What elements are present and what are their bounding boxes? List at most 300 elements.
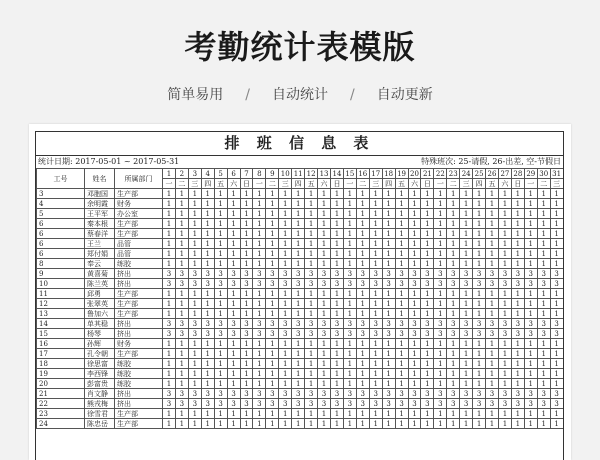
shift-cell: 1	[408, 249, 421, 259]
shift-cell: 1	[434, 249, 447, 259]
shift-cell: 1	[473, 209, 486, 219]
employee-id: 4	[37, 199, 85, 209]
shift-cell: 1	[550, 379, 563, 389]
shift-cell: 1	[188, 239, 201, 249]
employee-name: 孔令朝	[85, 349, 115, 359]
shift-cell: 1	[486, 309, 499, 319]
shift-cell: 3	[537, 279, 550, 289]
employee-dept: 生产部	[115, 289, 163, 299]
shift-cell: 3	[279, 269, 292, 279]
shift-cell: 3	[318, 329, 331, 339]
shift-cell: 1	[550, 189, 563, 199]
shift-cell: 1	[343, 199, 356, 209]
shift-cell: 1	[395, 309, 408, 319]
shift-cell: 1	[343, 289, 356, 299]
employee-row	[37, 389, 564, 399]
employee-name: 张翠英	[85, 299, 115, 309]
shift-cell: 3	[266, 319, 279, 329]
shift-cell: 1	[382, 209, 395, 219]
shift-cell: 1	[305, 249, 318, 259]
shift-cell: 3	[486, 329, 499, 339]
shift-cell: 1	[343, 349, 356, 359]
shift-cell: 3	[498, 399, 511, 409]
shift-cell: 1	[498, 419, 511, 429]
shift-cell: 1	[175, 259, 188, 269]
shift-cell: 1	[511, 249, 524, 259]
shift-cell: 1	[266, 369, 279, 379]
shift-cell: 1	[447, 249, 460, 259]
shift-cell: 3	[421, 399, 434, 409]
shift-cell: 1	[408, 289, 421, 299]
employee-row	[37, 309, 564, 319]
shift-cell: 1	[550, 299, 563, 309]
employee-row	[37, 219, 564, 229]
shift-cell: 3	[227, 269, 240, 279]
employee-row	[37, 239, 564, 249]
shift-cell: 1	[253, 409, 266, 419]
shift-cell: 3	[550, 279, 563, 289]
shift-cell: 3	[330, 279, 343, 289]
shift-cell: 1	[434, 259, 447, 269]
shift-cell: 1	[201, 419, 214, 429]
shift-cell: 1	[214, 229, 227, 239]
shift-cell: 1	[279, 369, 292, 379]
shift-cell: 1	[473, 219, 486, 229]
shift-cell: 3	[524, 399, 537, 409]
shift-cell: 1	[175, 209, 188, 219]
shift-cell: 1	[343, 339, 356, 349]
employee-row	[37, 279, 564, 289]
shift-cell: 3	[486, 279, 499, 289]
shift-cell: 1	[550, 359, 563, 369]
shift-cell: 3	[537, 329, 550, 339]
shift-cell: 1	[486, 249, 499, 259]
shift-cell: 1	[395, 189, 408, 199]
shift-cell: 1	[201, 199, 214, 209]
shift-cell: 3	[537, 269, 550, 279]
shift-cell: 1	[201, 309, 214, 319]
shift-cell: 1	[214, 209, 227, 219]
employee-name: 陈忠岳	[85, 419, 115, 429]
shift-cell: 1	[266, 229, 279, 239]
shift-cell: 1	[369, 419, 382, 429]
shift-cell: 1	[524, 349, 537, 359]
employee-row	[37, 199, 564, 209]
shift-cell: 1	[279, 189, 292, 199]
shift-cell: 1	[253, 209, 266, 219]
shift-cell: 1	[240, 199, 253, 209]
weekday-header: 三	[369, 179, 382, 189]
shift-cell: 1	[214, 379, 227, 389]
weekday-header: 二	[447, 179, 460, 189]
shift-cell: 1	[550, 339, 563, 349]
shift-cell: 3	[473, 399, 486, 409]
shift-cell: 1	[163, 419, 176, 429]
shift-cell: 1	[524, 229, 537, 239]
shift-cell: 1	[330, 229, 343, 239]
shift-cell: 1	[253, 299, 266, 309]
shift-cell: 1	[163, 359, 176, 369]
employee-row	[37, 409, 564, 419]
shift-cell: 1	[227, 289, 240, 299]
shift-cell: 1	[163, 209, 176, 219]
shift-cell: 3	[253, 329, 266, 339]
shift-cell: 1	[537, 249, 550, 259]
shift-cell: 1	[447, 359, 460, 369]
shift-cell: 1	[434, 309, 447, 319]
shift-cell: 3	[240, 269, 253, 279]
shift-cell: 3	[550, 269, 563, 279]
shift-cell: 1	[421, 259, 434, 269]
shift-cell: 1	[498, 199, 511, 209]
shift-cell: 1	[511, 349, 524, 359]
shift-cell: 1	[188, 369, 201, 379]
shift-cell: 1	[434, 289, 447, 299]
shift-cell: 3	[343, 279, 356, 289]
shift-cell: 1	[305, 259, 318, 269]
shift-cell: 3	[240, 319, 253, 329]
shift-cell: 1	[537, 309, 550, 319]
employee-id: 10	[37, 279, 85, 289]
shift-cell: 1	[486, 209, 499, 219]
shift-cell: 3	[292, 279, 305, 289]
shift-cell: 3	[537, 389, 550, 399]
shift-cell: 3	[460, 389, 473, 399]
shift-cell: 1	[486, 369, 499, 379]
shift-cell: 1	[305, 409, 318, 419]
shift-cell: 1	[524, 379, 537, 389]
employee-dept: 财务	[115, 339, 163, 349]
employee-name: 彭富贵	[85, 379, 115, 389]
shift-cell: 3	[330, 319, 343, 329]
shift-cell: 3	[473, 319, 486, 329]
day-header: 10	[280, 169, 290, 178]
shift-cell: 1	[279, 199, 292, 209]
shift-cell: 1	[175, 419, 188, 429]
employee-row	[37, 209, 564, 219]
shift-cell: 1	[395, 259, 408, 269]
shift-cell: 1	[305, 349, 318, 359]
shift-cell: 1	[369, 409, 382, 419]
shift-cell: 1	[421, 189, 434, 199]
employee-id: 6	[37, 249, 85, 259]
shift-cell: 3	[305, 399, 318, 409]
shift-cell: 1	[343, 419, 356, 429]
shift-cell: 3	[175, 319, 188, 329]
day-header: 26	[487, 169, 497, 178]
shift-cell: 1	[279, 299, 292, 309]
shift-cell: 3	[473, 389, 486, 399]
shift-cell: 1	[447, 339, 460, 349]
shift-cell: 1	[253, 239, 266, 249]
employee-dept: 挤出	[115, 399, 163, 409]
shift-cell: 1	[382, 369, 395, 379]
shift-cell: 1	[343, 259, 356, 269]
shift-cell: 1	[524, 369, 537, 379]
shift-cell: 1	[369, 339, 382, 349]
shift-cell: 1	[343, 299, 356, 309]
shift-cell: 3	[318, 269, 331, 279]
shift-cell: 1	[356, 239, 369, 249]
shift-cell: 1	[356, 419, 369, 429]
shift-cell: 1	[460, 219, 473, 229]
employee-name: 鲁加六	[85, 309, 115, 319]
shift-cell: 1	[318, 189, 331, 199]
shift-cell: 1	[266, 379, 279, 389]
header-name: 姓名	[85, 169, 115, 189]
employee-dept: 生产部	[115, 299, 163, 309]
shift-cell: 1	[524, 239, 537, 249]
shift-cell: 1	[537, 349, 550, 359]
day-header: 28	[513, 169, 523, 178]
shift-cell: 1	[356, 369, 369, 379]
employee-name: 秦本根	[85, 219, 115, 229]
employee-id: 13	[37, 309, 85, 319]
employee-row	[37, 229, 564, 239]
shift-cell: 1	[460, 409, 473, 419]
shift-cell: 1	[188, 259, 201, 269]
shift-cell: 1	[511, 219, 524, 229]
shift-cell: 1	[201, 289, 214, 299]
shift-cell: 1	[550, 309, 563, 319]
shift-cell: 1	[292, 219, 305, 229]
shift-cell: 1	[188, 229, 201, 239]
shift-cell: 1	[460, 419, 473, 429]
shift-cell: 1	[447, 219, 460, 229]
shift-cell: 1	[163, 189, 176, 199]
shift-cell: 1	[421, 289, 434, 299]
shift-cell: 1	[447, 409, 460, 419]
shift-cell: 1	[188, 349, 201, 359]
shift-cell: 1	[343, 359, 356, 369]
employee-row	[37, 369, 564, 379]
shift-cell: 1	[201, 369, 214, 379]
shift-cell: 1	[163, 349, 176, 359]
shift-cell: 1	[498, 369, 511, 379]
shift-cell: 1	[240, 229, 253, 239]
shift-cell: 3	[163, 389, 176, 399]
shift-cell: 1	[214, 259, 227, 269]
shift-cell: 3	[460, 319, 473, 329]
employee-row	[37, 319, 564, 329]
shift-cell: 1	[175, 239, 188, 249]
shift-cell: 1	[292, 189, 305, 199]
shift-cell: 1	[421, 229, 434, 239]
shift-cell: 1	[447, 239, 460, 249]
employee-dept: 挤出	[115, 279, 163, 289]
employee-id: 3	[37, 189, 85, 199]
shift-cell: 3	[188, 279, 201, 289]
shift-cell: 3	[266, 329, 279, 339]
shift-cell: 3	[447, 399, 460, 409]
shift-cell: 3	[511, 269, 524, 279]
shift-cell: 3	[486, 399, 499, 409]
employee-name: 邱勇	[85, 289, 115, 299]
shift-cell: 1	[279, 229, 292, 239]
shift-cell: 1	[473, 379, 486, 389]
shift-cell: 1	[305, 239, 318, 249]
employee-dept: 品管	[115, 249, 163, 259]
shift-cell: 1	[163, 239, 176, 249]
shift-cell: 3	[318, 319, 331, 329]
shift-cell: 1	[318, 359, 331, 369]
weekday-header: 日	[240, 179, 253, 189]
shift-cell: 1	[473, 199, 486, 209]
shift-cell: 1	[382, 259, 395, 269]
employee-dept: 练胶	[115, 359, 163, 369]
shift-cell: 3	[227, 329, 240, 339]
shift-cell: 1	[395, 219, 408, 229]
shift-cell: 1	[473, 299, 486, 309]
employee-row	[37, 349, 564, 359]
employee-name: 熊戎梅	[85, 399, 115, 409]
shift-cell: 1	[434, 219, 447, 229]
shift-cell: 1	[511, 359, 524, 369]
shift-cell: 3	[279, 329, 292, 339]
shift-cell: 1	[356, 229, 369, 239]
shift-cell: 1	[305, 289, 318, 299]
shift-cell: 1	[227, 309, 240, 319]
shift-cell: 3	[227, 399, 240, 409]
employee-row	[37, 339, 564, 349]
day-header: 7	[240, 169, 253, 179]
shift-cell: 1	[163, 289, 176, 299]
weekday-header: 五	[214, 179, 227, 189]
shift-cell: 1	[356, 199, 369, 209]
shift-cell: 1	[343, 379, 356, 389]
weekday-header: 一	[434, 179, 447, 189]
shift-cell: 1	[447, 349, 460, 359]
shift-cell: 1	[305, 219, 318, 229]
shift-cell: 1	[175, 409, 188, 419]
sheet-meta-row	[36, 156, 563, 168]
shift-cell: 1	[201, 359, 214, 369]
shift-cell: 1	[330, 379, 343, 389]
shift-cell: 1	[356, 299, 369, 309]
shift-cell: 3	[305, 329, 318, 339]
shift-cell: 1	[318, 339, 331, 349]
shift-cell: 1	[253, 359, 266, 369]
shift-cell: 1	[305, 369, 318, 379]
shift-cell: 1	[343, 239, 356, 249]
shift-cell: 1	[266, 349, 279, 359]
shift-cell: 1	[498, 379, 511, 389]
shift-cell: 1	[473, 349, 486, 359]
shift-cell: 1	[266, 259, 279, 269]
employee-name: 奉云	[85, 259, 115, 269]
shift-cell: 1	[330, 249, 343, 259]
shift-cell: 1	[434, 409, 447, 419]
weekday-header: 四	[201, 179, 214, 189]
shift-cell: 1	[537, 219, 550, 229]
shift-cell: 1	[356, 209, 369, 219]
shift-cell: 1	[266, 419, 279, 429]
shift-cell: 1	[214, 349, 227, 359]
shift-cell: 1	[460, 259, 473, 269]
shift-cell: 1	[253, 289, 266, 299]
shift-cell: 3	[356, 269, 369, 279]
shift-cell: 3	[498, 279, 511, 289]
shift-cell: 1	[214, 359, 227, 369]
shift-cell: 3	[240, 399, 253, 409]
weekday-header: 四	[292, 179, 305, 189]
shift-cell: 1	[253, 369, 266, 379]
shift-cell: 1	[292, 349, 305, 359]
shift-cell: 1	[279, 259, 292, 269]
weekday-header: 三	[188, 179, 201, 189]
weekday-header: 六	[227, 179, 240, 189]
shift-cell: 1	[434, 299, 447, 309]
shift-cell: 3	[305, 279, 318, 289]
shift-cell: 1	[395, 419, 408, 429]
shift-cell: 1	[486, 219, 499, 229]
employee-dept: 练胶	[115, 379, 163, 389]
shift-cell: 1	[473, 229, 486, 239]
employee-dept: 品管	[115, 239, 163, 249]
shift-cell: 1	[524, 249, 537, 259]
shift-cell: 1	[343, 369, 356, 379]
shift-cell: 3	[524, 269, 537, 279]
shift-cell: 3	[434, 319, 447, 329]
employee-dept: 生产部	[115, 349, 163, 359]
shift-cell: 1	[382, 199, 395, 209]
shift-cell: 3	[408, 399, 421, 409]
shift-cell: 3	[318, 279, 331, 289]
shift-cell: 3	[227, 389, 240, 399]
shift-cell: 3	[175, 399, 188, 409]
shift-cell: 1	[214, 189, 227, 199]
weekday-header: 日	[421, 179, 434, 189]
shift-cell: 3	[447, 269, 460, 279]
shift-cell: 1	[421, 309, 434, 319]
shift-cell: 1	[421, 369, 434, 379]
shift-cell: 3	[201, 329, 214, 339]
shift-cell: 1	[408, 419, 421, 429]
employee-id: 22	[37, 399, 85, 409]
shift-cell: 3	[240, 329, 253, 339]
shift-cell: 3	[318, 389, 331, 399]
shift-cell: 3	[356, 329, 369, 339]
shift-cell: 3	[253, 319, 266, 329]
shift-cell: 3	[175, 389, 188, 399]
shift-cell: 3	[330, 389, 343, 399]
shift-cell: 1	[330, 199, 343, 209]
shift-cell: 1	[266, 299, 279, 309]
weekday-header: 五	[305, 179, 318, 189]
shift-cell: 3	[447, 319, 460, 329]
shift-cell: 1	[214, 309, 227, 319]
shift-cell: 3	[460, 269, 473, 279]
shift-cell: 1	[395, 409, 408, 419]
shift-cell: 1	[279, 409, 292, 419]
shift-cell: 1	[305, 309, 318, 319]
shift-cell: 1	[511, 189, 524, 199]
shift-cell: 1	[524, 289, 537, 299]
schedule-form	[35, 131, 564, 460]
day-header: 20	[410, 169, 419, 178]
shift-cell: 1	[369, 299, 382, 309]
employee-row	[37, 189, 564, 199]
weekday-header: 五	[395, 179, 408, 189]
shift-cell: 1	[214, 339, 227, 349]
shift-cell: 1	[163, 339, 176, 349]
shift-cell: 1	[460, 309, 473, 319]
shift-cell: 1	[369, 229, 382, 239]
shift-cell: 1	[460, 209, 473, 219]
shift-cell: 1	[356, 359, 369, 369]
shift-cell: 1	[434, 379, 447, 389]
day-header: 21	[422, 169, 432, 178]
